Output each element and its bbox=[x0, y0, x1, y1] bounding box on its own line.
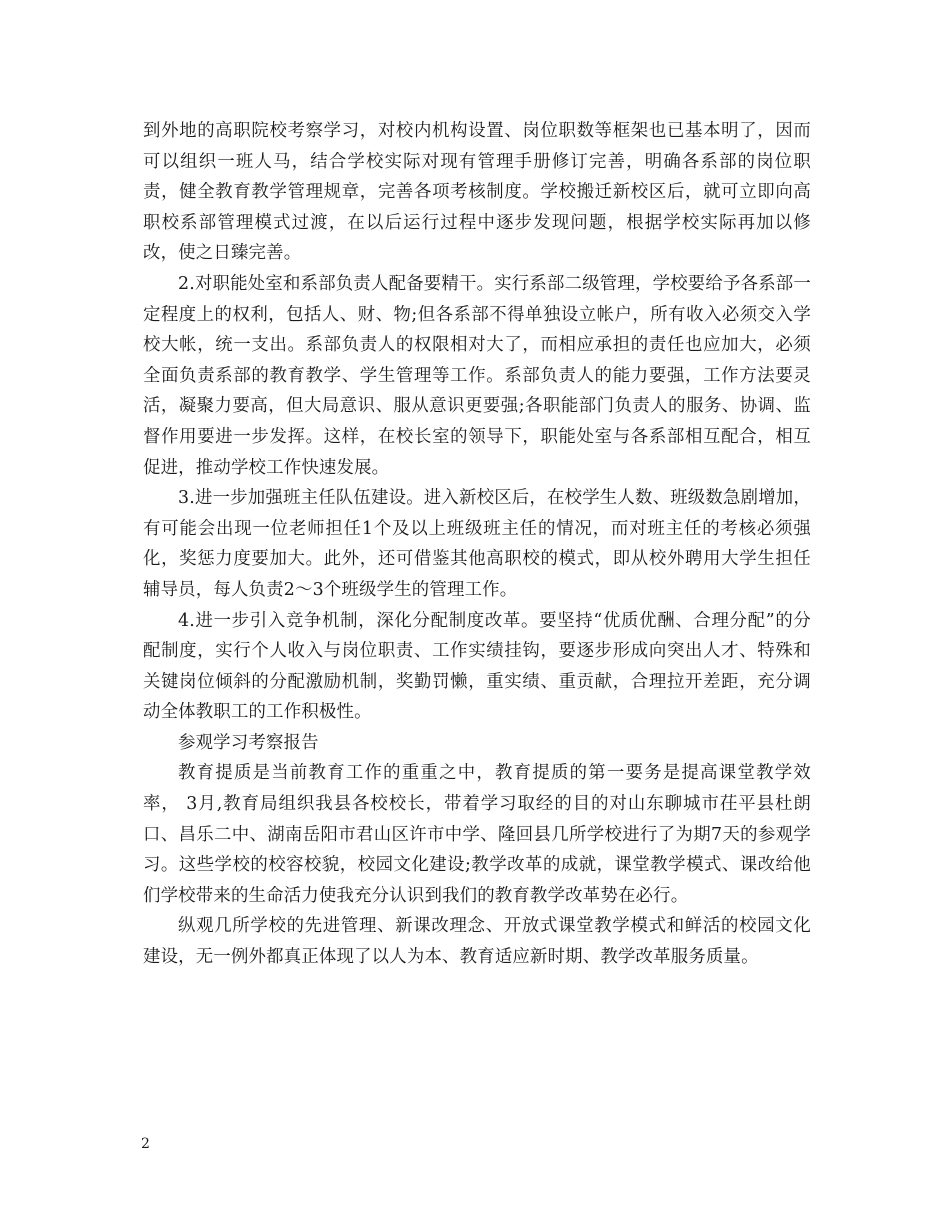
paragraph-4: 4.进一步引入竞争机制，深化分配制度改革。要坚持“优质优酬、合理分配”的分配制度，实行个人收入与岗位职责、工作实绩挂钩，要逐步形成向突出人才、特殊和关键岗位倾斜的分配激励机制，奖勤罚懒，重实绩、重贡献，合理拉开差距，充分调动全体教职工的工作积极性。 bbox=[143, 610, 811, 723]
paragraph-5: 教育提质是当前教育工作的重重之中，教育提质的第一要务是提高课堂教学效率， 3月,教育局组织我县各校校长，带着学习取经的目的对山东聊城市茌平县杜朗口、昌乐二中、湖南岳阳市君山区许市中学、隆回县几所学校进行了为期7天的参观学习。这些学校的校容校貌，校园文化建设;教学改革的成就，课堂教学模式、课改给他们学校带来的生命活力使我充分认识到我们的教育教学改革势在必行。 bbox=[143, 763, 811, 906]
paragraph-3: 3.进一步加强班主任队伍建设。进入新校区后，在校学生人数、班级数急剧增加，有可能会出现一位老师担任1个及以上班级班主任的情况，而对班主任的考核必须强化，奖惩力度要加大。此外，还可借鉴其他高职校的模式，即从校外聘用大学生担任辅导员，每人负责2～3个班级学生的管理工作。 bbox=[143, 488, 811, 600]
page-number: 2 bbox=[141, 1136, 150, 1152]
paragraph-6: 纵观几所学校的先进管理、新课改理念、开放式课堂教学模式和鲜活的校园文化建设，无一例外都真正体现了以人为本、教育适应新时期、教学改革服务质量。 bbox=[143, 916, 811, 968]
paragraph-1: 到外地的高职院校考察学习，对校内机构设置、岗位职数等框架也已基本明了，因而可以组织一班人马，结合学校实际对现有管理手册修订完善，明确各系部的岗位职责，健全教育教学管理规章，完善各项考核制度。学校搬迁新校区后，就可立即向高职校系部管理模式过渡，在以后运行过程中逐步发现问题，根据学校实际再加以修改，使之日臻完善。 bbox=[143, 121, 811, 264]
body-text bbox=[143, 116, 811, 973]
paragraph-2: 2.对职能处室和系部负责人配备要精干。实行系部二级管理，学校要给予各系部一定程度上的权利，包括人、财、物;但各系部不得单独设立帐户，所有收入必须交入学校大帐，统一支出。系部负责人的权限相对大了，而相应承担的责任也应加大，必须全面负责系部的教育教学、学生管理等工作。系部负责人的能力要强，工作方法要灵活，凝聚力要高，但大局意识、服从意识更要强;各职能部门负责人的服务、协调、监督作用要进一步发挥。这样，在校长室的领导下，职能处室与各系部相互配合，相互促进，推动学校工作快速发展。 bbox=[143, 273, 811, 478]
section-heading: 参观学习考察报告 bbox=[178, 732, 319, 753]
